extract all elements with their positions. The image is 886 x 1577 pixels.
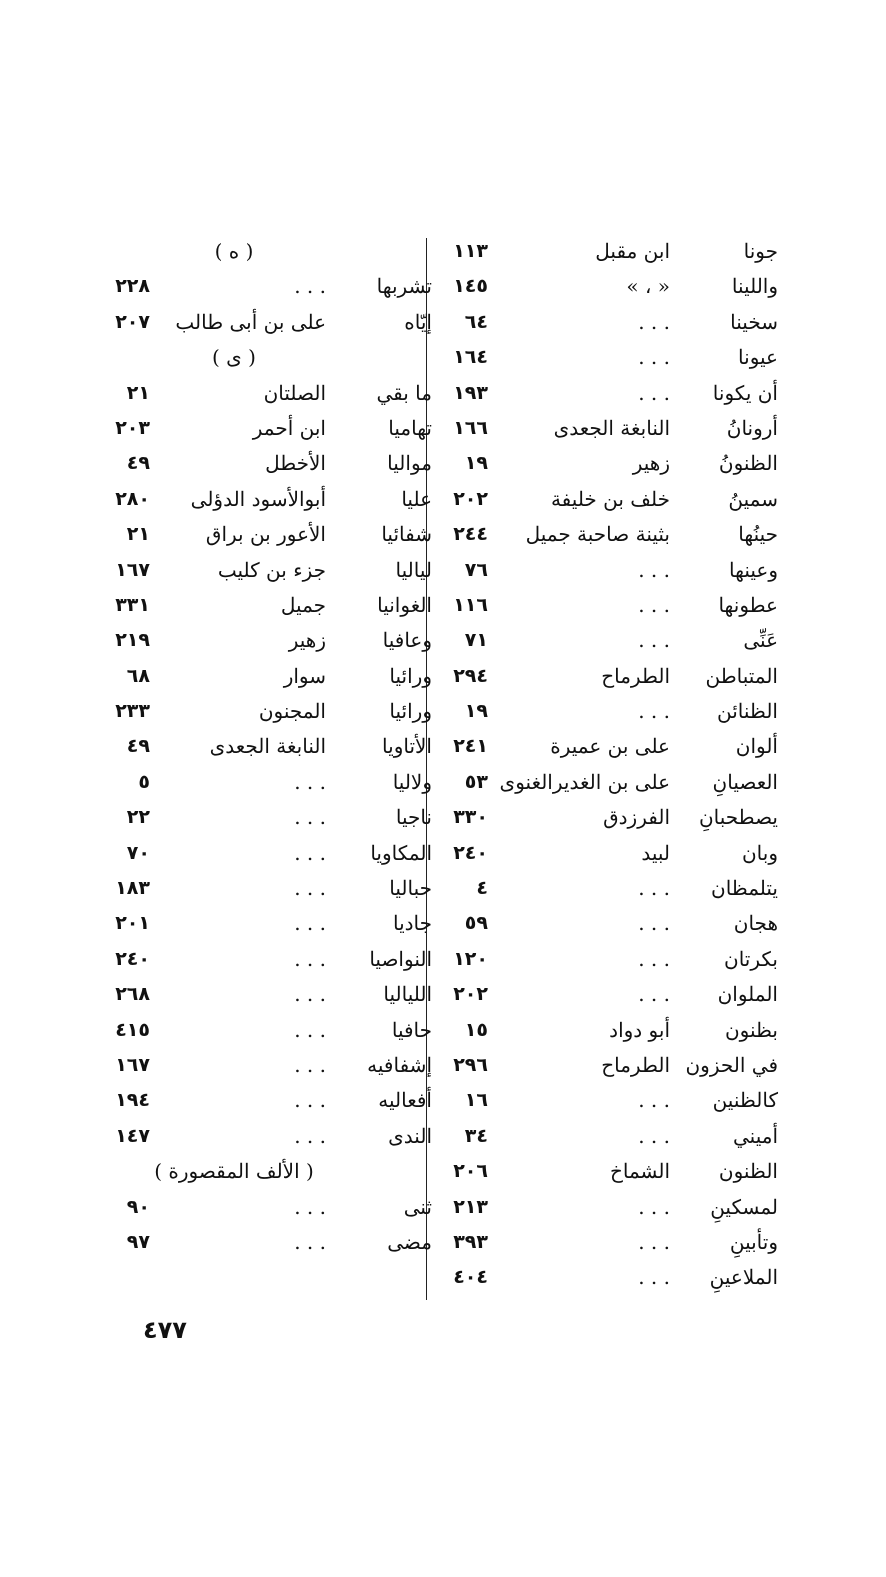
index-entry: [96, 1190, 432, 1225]
page-ref: ١١٦: [453, 593, 488, 616]
index-entry: [96, 1225, 432, 1260]
page-ref: ١١٣: [453, 240, 488, 262]
rhyme-word: هجان: [733, 911, 778, 936]
page-ref: ٩٠: [126, 1195, 150, 1218]
index-entry: [96, 1119, 432, 1154]
poet-name: أبو دواد: [609, 1017, 670, 1042]
poet-name: . . .: [294, 1229, 326, 1254]
index-entry: [96, 411, 432, 446]
section-heading-ya: ( ى ): [212, 345, 256, 370]
poet-name: . . .: [638, 946, 670, 971]
poet-name: . . .: [638, 1088, 670, 1113]
page-ref: ١٢٠: [453, 947, 488, 970]
page-ref: ٥٣: [464, 770, 488, 793]
poet-name: على بن عميرة: [550, 734, 670, 759]
poet-name: . . .: [638, 592, 670, 617]
index-entry: [96, 765, 432, 800]
index-entry: [96, 1048, 432, 1083]
rhyme-word: لياليا: [395, 557, 432, 582]
poet-name: جزء بن كليب: [217, 557, 326, 582]
rhyme-word: جاديا: [392, 911, 432, 936]
rhyme-word: الأتاويا: [382, 734, 432, 759]
index-entry: [96, 1083, 432, 1118]
rhyme-word: جونا: [743, 239, 778, 263]
index-entry: [448, 553, 778, 588]
rhyme-word: النواصيا: [369, 946, 432, 971]
page-ref: ٢٩٤: [453, 664, 488, 687]
page-ref: ٢٠٦: [453, 1160, 488, 1183]
page-ref: ١٨٣: [115, 877, 150, 900]
rhyme-word: حافيا: [391, 1017, 432, 1042]
page-number: ٤٧٧: [143, 1316, 187, 1344]
poet-name: . . .: [294, 1052, 326, 1077]
index-entry: [96, 1013, 432, 1048]
index-entry: [96, 376, 432, 411]
page-ref: ١٩: [464, 452, 488, 475]
rhyme-word: عطونها: [718, 592, 778, 617]
rhyme-word: الظنائن: [717, 699, 778, 724]
rhyme-word: ورائيا: [389, 663, 432, 688]
poet-name: . . .: [294, 1017, 326, 1042]
page-ref: ٢١: [126, 381, 150, 404]
index-entry: [448, 340, 778, 375]
rhyme-word: وتأبينِ: [729, 1229, 778, 1254]
index-entry: [448, 269, 778, 304]
poet-name: النابغة الجعدى: [553, 415, 670, 440]
page-ref: ٤٩: [126, 452, 150, 475]
poet-name: . . .: [638, 628, 670, 653]
rhyme-word: الملوان: [717, 982, 778, 1007]
alif-entries: [96, 1190, 432, 1261]
poet-name: . . .: [294, 982, 326, 1007]
poet-name: . . .: [294, 1123, 326, 1148]
page-ref: ٥٩: [464, 912, 488, 935]
page-ref: ٥: [138, 770, 150, 793]
poet-name: على بن الغديرالغنوى: [499, 769, 670, 794]
index-entry: [96, 871, 432, 906]
poet-name: . . .: [294, 876, 326, 901]
rhyme-word: حباليا: [389, 876, 432, 901]
poet-name: الأعور بن براق: [205, 522, 326, 547]
index-entry: [448, 659, 778, 694]
poet-name: بثينة صاحبة جميل: [525, 522, 670, 547]
index-entry: [96, 836, 432, 871]
right-column: [448, 234, 778, 1296]
page-ref: ٢١٩: [115, 629, 150, 652]
page-ref: ١٥: [464, 1018, 488, 1041]
index-entry: [448, 234, 778, 269]
index-entry: [448, 446, 778, 481]
rhyme-word: أفعاليه: [378, 1088, 432, 1113]
page-ref: ١٦٦: [453, 416, 488, 439]
poet-name: « ، »: [626, 274, 670, 299]
index-entry: [448, 1225, 778, 1260]
page-ref: ٣٤: [464, 1124, 488, 1147]
index-entry: [96, 942, 432, 977]
index-entry: [448, 1013, 778, 1048]
poet-name: . . .: [294, 946, 326, 971]
page-ref: ٢٠٣: [115, 416, 150, 439]
index-entry: [96, 694, 432, 729]
index-entry: [448, 1083, 778, 1118]
rhyme-word: يتلمظان: [711, 876, 778, 901]
rhyme-word: كالظنين: [712, 1088, 778, 1113]
index-entry: [448, 694, 778, 729]
page-ref: ١٤٥: [453, 275, 488, 298]
poet-name: . . .: [294, 840, 326, 865]
poet-name: المجنون: [258, 699, 326, 724]
rhyme-word: وعافيا: [382, 628, 432, 653]
index-entry: [96, 446, 432, 481]
rhyme-word: يصطحبانِ: [698, 805, 778, 830]
poet-name: الطرماح: [601, 663, 670, 688]
poet-name: . . .: [638, 1229, 670, 1254]
page-ref: ٣٩٣: [453, 1230, 488, 1253]
index-entry: [448, 1190, 778, 1225]
poet-name: . . .: [638, 345, 670, 370]
rhyme-word: بظنون: [724, 1017, 778, 1042]
page-ref: ٤١٥: [115, 1018, 150, 1041]
index-entry: [448, 517, 778, 552]
page-ref: ٢١٣: [453, 1195, 488, 1218]
left-column: [96, 234, 432, 1260]
page-ref: ٢١: [126, 523, 150, 546]
page-ref: ٢٤٠: [453, 841, 488, 864]
poet-name: الشماخ: [609, 1159, 670, 1184]
index-entry: [448, 1154, 778, 1189]
index-entry: [96, 517, 432, 552]
index-entry: [448, 305, 778, 340]
rhyme-word: أميني: [732, 1123, 778, 1148]
page-ref: ١٦٧: [115, 1053, 150, 1076]
rhyme-word: المكاويا: [370, 840, 432, 865]
poet-name: ابن أحمر: [252, 415, 326, 440]
poet-name: على بن أبى طالب: [175, 309, 326, 334]
index-entry: [448, 1048, 778, 1083]
page-ref: ١٩٤: [115, 1089, 150, 1112]
index-entry: [448, 942, 778, 977]
rhyme-word: الملاعينِ: [709, 1265, 778, 1290]
page-ref: ٧٦: [464, 558, 488, 581]
poet-name: زهير: [632, 451, 670, 476]
page-ref: ٢٠١: [115, 912, 150, 935]
rhyme-word: ما بقي: [376, 380, 432, 405]
rhyme-word: تهاميا: [388, 415, 432, 440]
ya-entries: [96, 376, 432, 1155]
page-ref: ١٩: [464, 700, 488, 723]
poet-name: . . .: [294, 911, 326, 936]
poet-name: لبيد: [641, 840, 670, 865]
page-ref: ٢٤٤: [453, 523, 488, 546]
index-entry: [96, 659, 432, 694]
ha-entries: [96, 269, 432, 340]
poet-name: زهير: [288, 628, 326, 653]
rhyme-word: ألوان: [735, 734, 778, 759]
index-entry: [448, 800, 778, 835]
rhyme-word: إشفافيه: [367, 1052, 432, 1077]
poet-name: الفرزدق: [603, 805, 670, 830]
rhyme-word: أرونانُ: [726, 415, 778, 440]
poet-name: . . .: [638, 380, 670, 405]
page-ref: ٢٣٣: [115, 700, 150, 723]
index-entry: [96, 800, 432, 835]
page-ref: ٤٠٤: [453, 1266, 488, 1289]
page-ref: ٢٠٢: [453, 487, 488, 510]
section-heading-alif: ( الألف المقصورة ): [154, 1159, 314, 1184]
rhyme-word: شفائيا: [381, 522, 432, 547]
page-ref: ٣٣٠: [453, 806, 488, 829]
page-ref: ٢٨٠: [115, 487, 150, 510]
index-entry: [448, 588, 778, 623]
index-entry: [96, 588, 432, 623]
page-ref: ٢٢: [126, 806, 150, 829]
index-entry: [96, 482, 432, 517]
poet-name: ابن مقبل: [595, 239, 670, 263]
index-entry: [96, 906, 432, 941]
poet-name: . . .: [294, 805, 326, 830]
poet-name: . . .: [294, 769, 326, 794]
index-entry: [96, 623, 432, 658]
page-ref: ٣٣١: [115, 593, 150, 616]
rhyme-word: في الحزون: [685, 1052, 778, 1077]
page-ref: ٤٩: [126, 735, 150, 758]
rhyme-word: ناجيا: [395, 805, 432, 830]
rhyme-word: مواليا: [387, 451, 432, 476]
rhyme-word: إيّاه: [404, 309, 432, 334]
rhyme-word: الظنونُ: [718, 451, 778, 476]
poet-name: . . .: [638, 309, 670, 334]
rhyme-word: حينُها: [738, 522, 778, 547]
index-entry: [448, 729, 778, 764]
page-ref: ١٦: [464, 1089, 488, 1112]
page-ref: ١٤٧: [115, 1124, 150, 1147]
rhyme-word: تشربها: [376, 274, 432, 299]
index-entry: [96, 553, 432, 588]
index-entry: [96, 729, 432, 764]
page-ref: ٢٠٢: [453, 983, 488, 1006]
index-entry: [448, 411, 778, 446]
page-ref: ٢٤١: [453, 735, 488, 758]
page-ref: ٧٠: [126, 841, 150, 864]
index-entry: [448, 765, 778, 800]
rhyme-word: اللياليا: [383, 982, 432, 1007]
rhyme-word: المتباطن: [705, 663, 778, 688]
index-entry: [448, 977, 778, 1012]
rhyme-word: وعينها: [729, 557, 778, 582]
page-ref: ٦٤: [464, 310, 488, 333]
rhyme-word: الغوانيا: [377, 592, 432, 617]
poet-name: . . .: [638, 1265, 670, 1290]
rhyme-word: لمسكينِ: [710, 1194, 778, 1219]
rhyme-word: وبان: [741, 840, 778, 865]
rhyme-word: عليا: [401, 486, 432, 511]
rhyme-word: عَنِّى: [743, 628, 778, 653]
index-entry: [448, 836, 778, 871]
rhyme-word: مضى: [387, 1229, 432, 1254]
rhyme-word: واللينا: [731, 274, 778, 299]
rhyme-word: ثنى: [403, 1194, 432, 1219]
poet-name: جميل: [280, 592, 326, 617]
index-entry: [96, 305, 432, 340]
rhyme-word: بكرتان: [724, 946, 778, 971]
poet-name: . . .: [638, 911, 670, 936]
poet-name: . . .: [638, 699, 670, 724]
poet-name: سوار: [283, 663, 326, 688]
poet-name: أبوالأسود الدؤلى: [190, 486, 326, 511]
rhyme-word: الندى: [388, 1123, 432, 1148]
poet-name: . . .: [638, 557, 670, 582]
section-heading-ha: ( ه ): [214, 239, 254, 263]
poet-name: النابغة الجعدى: [209, 734, 326, 759]
page-ref: ٩٧: [126, 1230, 150, 1253]
index-entry: [96, 269, 432, 304]
rhyme-word: عيونا: [738, 345, 778, 370]
poet-name: . . .: [638, 1123, 670, 1148]
page-ref: ٤: [476, 877, 488, 900]
rhyme-word: سخينا: [730, 309, 778, 334]
rhyme-word: الظنون: [718, 1159, 778, 1184]
page-ref: ٧١: [464, 629, 488, 652]
page-ref: ١٩٣: [453, 381, 488, 404]
page-ref: ٢٤٠: [115, 947, 150, 970]
rhyme-word: ولاليا: [392, 769, 432, 794]
index-entry: [448, 906, 778, 941]
poet-name: . . .: [294, 1194, 326, 1219]
index-entry: [96, 977, 432, 1012]
index-entry: [448, 871, 778, 906]
page-ref: ١٦٧: [115, 558, 150, 581]
page-ref: ٢٢٨: [115, 275, 150, 298]
page-ref: ٢٠٧: [115, 310, 150, 333]
poet-name: الأخطل: [265, 451, 326, 476]
page-ref: ١٦٤: [453, 346, 488, 369]
poet-name: . . .: [638, 1194, 670, 1219]
poet-name: الطرماح: [601, 1052, 670, 1077]
page-ref: ٢٦٨: [115, 983, 150, 1006]
index-entry: [448, 623, 778, 658]
index-entry: [448, 1119, 778, 1154]
rhyme-word: سمينُ: [728, 486, 778, 511]
index-entry: [448, 482, 778, 517]
poet-name: الصلتان: [263, 380, 326, 405]
poet-name: خلف بن خليفة: [550, 486, 670, 511]
index-entry: [448, 1260, 778, 1295]
poet-name: . . .: [294, 274, 326, 299]
rhyme-word: أن يكونا: [712, 380, 778, 405]
rhyme-word: ورائيا: [389, 699, 432, 724]
poet-name: . . .: [638, 982, 670, 1007]
page-ref: ٢٩٦: [453, 1053, 488, 1076]
poet-name: . . .: [638, 876, 670, 901]
rhyme-word: العصيانِ: [712, 769, 778, 794]
poet-name: . . .: [294, 1088, 326, 1113]
index-entry: [448, 376, 778, 411]
page-ref: ٦٨: [126, 664, 150, 687]
